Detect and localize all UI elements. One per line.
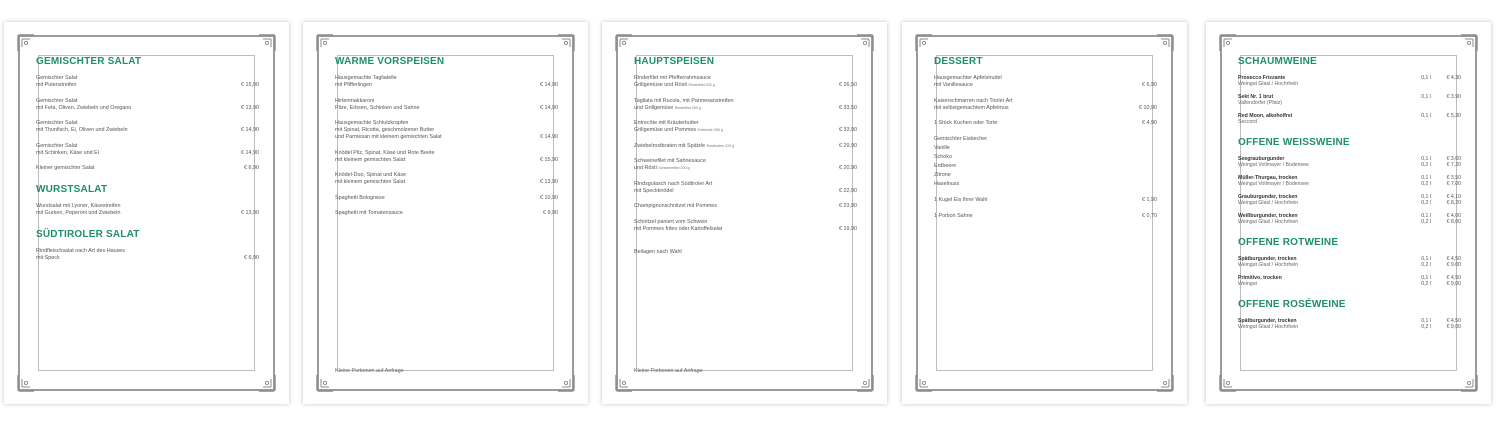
menu-item: Rindfleischsalat nach Art des Hauses mit Speck € 6,90 bbox=[36, 248, 259, 261]
menu-item: Entrecôte mit Kräuterbutter Grillgemüse und Pommes Entrecôte 250 g € 33,90 bbox=[634, 120, 857, 133]
menu-item: Champignonschnitzel mit Pommes € 23,90 bbox=[634, 203, 857, 209]
wine-item: Red Moon, alkoholfrei Seccord 0,1 l € 5,30 bbox=[1238, 113, 1461, 125]
menu-item: Rindsgulasch nach Südtiroler Art mit Speckknödel € 22,90 bbox=[634, 180, 857, 194]
corner-ornament-icon bbox=[315, 33, 335, 53]
wine-item: Seegrauburgunder Weingut Vollmayer / Bodensee 0,1 l 0,2 l € 3,60 € 7,20 bbox=[1238, 156, 1461, 168]
portion-note: Kleine Portionen auf Anfrage bbox=[634, 368, 703, 374]
section-title: WURSTSALAT bbox=[36, 184, 108, 195]
menu-item: Gemischter Salat mit Putenstreifen € 15,90 bbox=[36, 75, 259, 88]
page-content bbox=[934, 50, 1157, 374]
icecream-flavor: Vanille bbox=[934, 144, 950, 151]
corner-ornament-icon bbox=[315, 373, 335, 393]
section-title: OFFENE ROSÉWEINE bbox=[1238, 299, 1346, 310]
icecream-block bbox=[934, 136, 1157, 188]
menu-item: Schnitzel paniert vom Schwein mit Pommes frites oder Kartoffelsalat € 19,90 bbox=[634, 218, 857, 232]
page-content bbox=[634, 50, 857, 374]
corner-ornament-icon bbox=[16, 373, 36, 393]
side-dish-note: Beilagen nach Wahl bbox=[634, 248, 682, 255]
icecream-flavor: Erdbeere bbox=[934, 162, 957, 169]
wine-item: Primitivo, trocken Weingut 0,1 l 0,2 l € 4,50 € 9,00 bbox=[1238, 275, 1461, 287]
wine-item: Spätburgunder, trocken Weingut Glasl / Hochrhein 0,1 l 0,2 l € 4,50 € 9,00 bbox=[1238, 256, 1461, 268]
menu-item: Hirtenmakkaroni Pilze, Erbsen, Schinken und Sahne € 14,90 bbox=[335, 97, 558, 111]
menu-item: Spaghetti mit Tomatensauce € 9,90 bbox=[335, 210, 558, 216]
menu-item: Schweinefilet mit Sahnesauce und Rösti Schweinefilet 200 g € 20,90 bbox=[634, 158, 857, 171]
corner-ornament-icon bbox=[1155, 33, 1175, 53]
section-title: OFFENE WEISSWEINE bbox=[1238, 137, 1350, 148]
menu-item: Zwiebelrostbraten mit Spätzle Rostbraten 220 g € 29,90 bbox=[634, 142, 857, 149]
section-title: HAUPTSPEISEN bbox=[634, 56, 715, 67]
corner-ornament-icon bbox=[1218, 373, 1238, 393]
corner-ornament-icon bbox=[914, 33, 934, 53]
corner-ornament-icon bbox=[556, 373, 576, 393]
menu-page-wines bbox=[1206, 22, 1491, 404]
menu-item: 1 Stück Kuchen oder Torte € 4,90 bbox=[934, 120, 1157, 126]
menu-page-warm-starters bbox=[303, 22, 588, 404]
wine-item: Weißburgunder, trocken Weingut Glasl / Hochrhein 0,1 l 0,2 l € 4,00 € 8,00 bbox=[1238, 213, 1461, 225]
section-title: SCHAUMWEINE bbox=[1238, 56, 1317, 67]
section-title: SÜDTIROLER SALAT bbox=[36, 229, 140, 240]
corner-ornament-icon bbox=[257, 33, 277, 53]
menu-item: 1 Portion Sahne € 0,70 bbox=[934, 212, 1157, 219]
corner-ornament-icon bbox=[855, 33, 875, 53]
menu-item: Hausgemachte Tagliatelle mit Pfifferlingen € 14,90 bbox=[335, 75, 558, 88]
menu-item: Knödel Pilz, Spinat, Käse und Rote Beete mit kleinem gemischten Salat € 15,90 bbox=[335, 149, 558, 163]
wine-item: Spätburgunder, trocken Weingut Glasl / Hochrhein 0,1 l 0,2 l € 4,50 € 9,00 bbox=[1238, 318, 1461, 330]
menu-item: Spaghetti Bolognese € 10,90 bbox=[335, 194, 558, 201]
corner-ornament-icon bbox=[1459, 33, 1479, 53]
section-title: GEMISCHTER SALAT bbox=[36, 56, 142, 67]
menu-item: Hausgemachter Apfelstrudel mit Vanillesauce € 6,90 bbox=[934, 75, 1157, 88]
menu-page-main-courses bbox=[602, 22, 887, 404]
menu-item: Gemischter Salat mit Feta, Oliven, Zwiebeln und Oregano € 13,90 bbox=[36, 97, 259, 111]
page-content bbox=[1238, 50, 1461, 374]
corner-ornament-icon bbox=[1218, 33, 1238, 53]
page-content bbox=[36, 50, 259, 374]
corner-ornament-icon bbox=[1155, 373, 1175, 393]
menu-item: Gemischter Salat mit Thunfisch, Ei, Oliven und Zwiebeln € 14,90 bbox=[36, 120, 259, 133]
section-suedtiroler-salat bbox=[36, 229, 259, 262]
corner-ornament-icon bbox=[614, 373, 634, 393]
menu-item: Wurstsalat mit Lyoner, Käsestreifen mit Gurken, Peperoni und Zwiebeln € 13,90 bbox=[36, 203, 259, 216]
corner-ornament-icon bbox=[855, 373, 875, 393]
corner-ornament-icon bbox=[914, 373, 934, 393]
menu-item: 1 Kugel Eis Ihrer Wahl € 1,90 bbox=[934, 197, 1157, 203]
menu-item: Gemischter Salat mit Schinken, Käse und Ei € 14,90 bbox=[36, 142, 259, 156]
menu-page-dessert bbox=[902, 22, 1187, 404]
wine-item: Grauburgunder, trocken Weingut Glasl / Hochrhein 0,1 l 0,2 l € 4,10 € 8,20 bbox=[1238, 194, 1461, 206]
menu-item: Rinderfilet mit Pfefferrahmsauce Grillgemüse und Rösti Rinderfilet 200 g € 26,50 bbox=[634, 75, 857, 88]
icecream-flavor: Zitrone bbox=[934, 171, 951, 178]
corner-ornament-icon bbox=[614, 33, 634, 53]
page-content bbox=[335, 50, 558, 374]
section-title: WARME VORSPEISEN bbox=[335, 56, 445, 67]
section-title: OFFENE ROTWEINE bbox=[1238, 237, 1339, 248]
corner-ornament-icon bbox=[556, 33, 576, 53]
menu-page-salads bbox=[4, 22, 289, 404]
menu-item: Tagliata mit Rucola, mit Parmesanstreifen und Grillgemüse Rinderfilet 200 g € 33,50 bbox=[634, 97, 857, 111]
corner-ornament-icon bbox=[1459, 373, 1479, 393]
menu-item: Hausgemachte Schlutzkrapfen mit Spinat, Ricotta, geschmolzener Butter und Parmesan mit kleinem gemischten Salat € 14,90 bbox=[335, 120, 558, 140]
corner-ornament-icon bbox=[257, 373, 277, 393]
menu-item: Knödel-Duo, Spinat und Käse mit kleinem gemischten Salat € 13,90 bbox=[335, 172, 558, 185]
wine-item: Prosecco Frizzante Weingut Glasl / Hochrhein 0,1 l € 4,30 bbox=[1238, 75, 1461, 87]
portion-note: Kleine Portionen auf Anfrage bbox=[335, 368, 404, 374]
menu-item: Kaiserschmarren nach Tiroler Art mit selbstgemachtem Apfelmus € 10,90 bbox=[934, 97, 1157, 111]
corner-ornament-icon bbox=[16, 33, 36, 53]
wine-item: Sekt Nr. 1 brut Vallendorfer (Pfalz) 0,1 l € 3,90 bbox=[1238, 94, 1461, 106]
section-gemischter-salat bbox=[36, 56, 259, 172]
menu-item: Kleiner gemischter Salat € 6,90 bbox=[36, 165, 259, 171]
section-title: DESSERT bbox=[934, 56, 983, 67]
icecream-title: Gemischter Eisbecher bbox=[934, 135, 988, 142]
wine-item: Müller-Thurgau, trocken Weingut Vollmayer / Bodensee 0,1 l 0,2 l € 3,50 € 7,00 bbox=[1238, 175, 1461, 187]
icecream-flavor: Haselnuss bbox=[934, 180, 960, 187]
icecream-flavor: Schoko bbox=[934, 153, 952, 160]
section-wurstsalat bbox=[36, 184, 259, 217]
